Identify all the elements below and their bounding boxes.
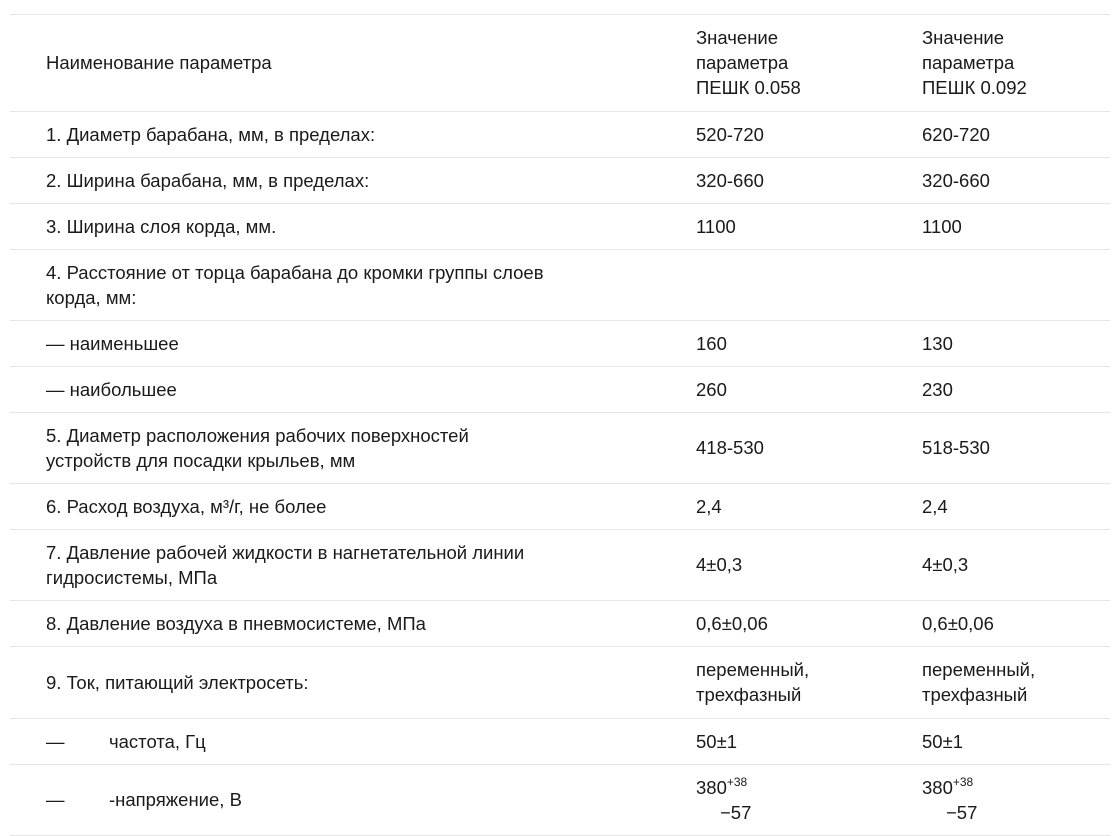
value-092: 2,4 bbox=[922, 483, 1110, 529]
value-058: 4±0,3 bbox=[696, 529, 922, 600]
tolerance-lower: −57 bbox=[946, 801, 978, 823]
value-058: 160 bbox=[696, 320, 922, 366]
table-row bbox=[10, 412, 1110, 483]
spec-table-container bbox=[10, 14, 1110, 836]
param-name: — наибольшее bbox=[10, 366, 696, 412]
value-092: 320-660 bbox=[922, 157, 1110, 203]
param-name: — частота, Гц bbox=[10, 718, 696, 764]
table-row bbox=[10, 529, 1110, 600]
header-param: Наименование параметра bbox=[10, 15, 696, 111]
dash-marker: — bbox=[46, 730, 65, 752]
table-row bbox=[10, 764, 1110, 835]
param-name: — наименьшее bbox=[10, 320, 696, 366]
table-row bbox=[10, 203, 1110, 249]
value-092: 50±1 bbox=[922, 718, 1110, 764]
param-name: 2. Ширина барабана, мм, в пределах: bbox=[10, 157, 696, 203]
table-row bbox=[10, 157, 1110, 203]
spec-table bbox=[10, 15, 1110, 836]
table-row bbox=[10, 320, 1110, 366]
value-058: 1100 bbox=[696, 203, 922, 249]
value-092: 230 bbox=[922, 366, 1110, 412]
dash-marker: — bbox=[46, 789, 65, 810]
param-name: 7. Давление рабочей жидкости в нагнетательной линии гидросистемы, МПа bbox=[10, 529, 696, 600]
table-row bbox=[10, 111, 1110, 157]
value-058 bbox=[696, 249, 922, 320]
value-092: 620-720 bbox=[922, 111, 1110, 157]
table-row bbox=[10, 483, 1110, 529]
value-058: 2,4 bbox=[696, 483, 922, 529]
param-name: 8. Давление воздуха в пневмосистеме, МПа bbox=[10, 600, 696, 646]
value-058: 520-720 bbox=[696, 111, 922, 157]
value-058: 320-660 bbox=[696, 157, 922, 203]
header-row bbox=[10, 15, 1110, 111]
value-058: переменный, трехфазный bbox=[696, 646, 922, 718]
value-058: 260 bbox=[696, 366, 922, 412]
tolerance-upper: +38 bbox=[952, 774, 974, 789]
param-name: 9. Ток, питающий электросеть: bbox=[10, 646, 696, 718]
tolerance-upper: +38 bbox=[726, 774, 748, 789]
value-092: 4±0,3 bbox=[922, 529, 1110, 600]
param-name: 1. Диаметр барабана, мм, в пределах: bbox=[10, 111, 696, 157]
param-name: — -напряжение, В bbox=[10, 764, 696, 835]
header-col-058: Значение параметра ПЕШК 0.058 bbox=[696, 15, 922, 111]
param-name: 3. Ширина слоя корда, мм. bbox=[10, 203, 696, 249]
value-092: переменный, трехфазный bbox=[922, 646, 1110, 718]
table-row bbox=[10, 646, 1110, 718]
value-092: 518-530 bbox=[922, 412, 1110, 483]
param-name: 4. Расстояние от торца барабана до кромки группы слоев корда, мм: bbox=[10, 249, 696, 320]
param-name: 6. Расход воздуха, м³/г, не более bbox=[10, 483, 696, 529]
value-058: 418-530 bbox=[696, 412, 922, 483]
value-058: 50±1 bbox=[696, 718, 922, 764]
tolerance-lower: −57 bbox=[720, 801, 752, 823]
value-092: $380^{+38}$ −57 bbox=[922, 764, 1110, 835]
value-058: 0,6±0,06 bbox=[696, 600, 922, 646]
header-col-092: Значение параметра ПЕШК 0.092 bbox=[922, 15, 1110, 111]
value-092: 0,6±0,06 bbox=[922, 600, 1110, 646]
value-092: 1100 bbox=[922, 203, 1110, 249]
table-row bbox=[10, 600, 1110, 646]
value-058: $380^{+38}$ −57 bbox=[696, 764, 922, 835]
table-row bbox=[10, 249, 1110, 320]
table-row bbox=[10, 366, 1110, 412]
value-092 bbox=[922, 249, 1110, 320]
param-name: 5. Диаметр расположения рабочих поверхностей устройств для посадки крыльев, мм bbox=[10, 412, 696, 483]
table-row bbox=[10, 718, 1110, 764]
value-092: 130 bbox=[922, 320, 1110, 366]
